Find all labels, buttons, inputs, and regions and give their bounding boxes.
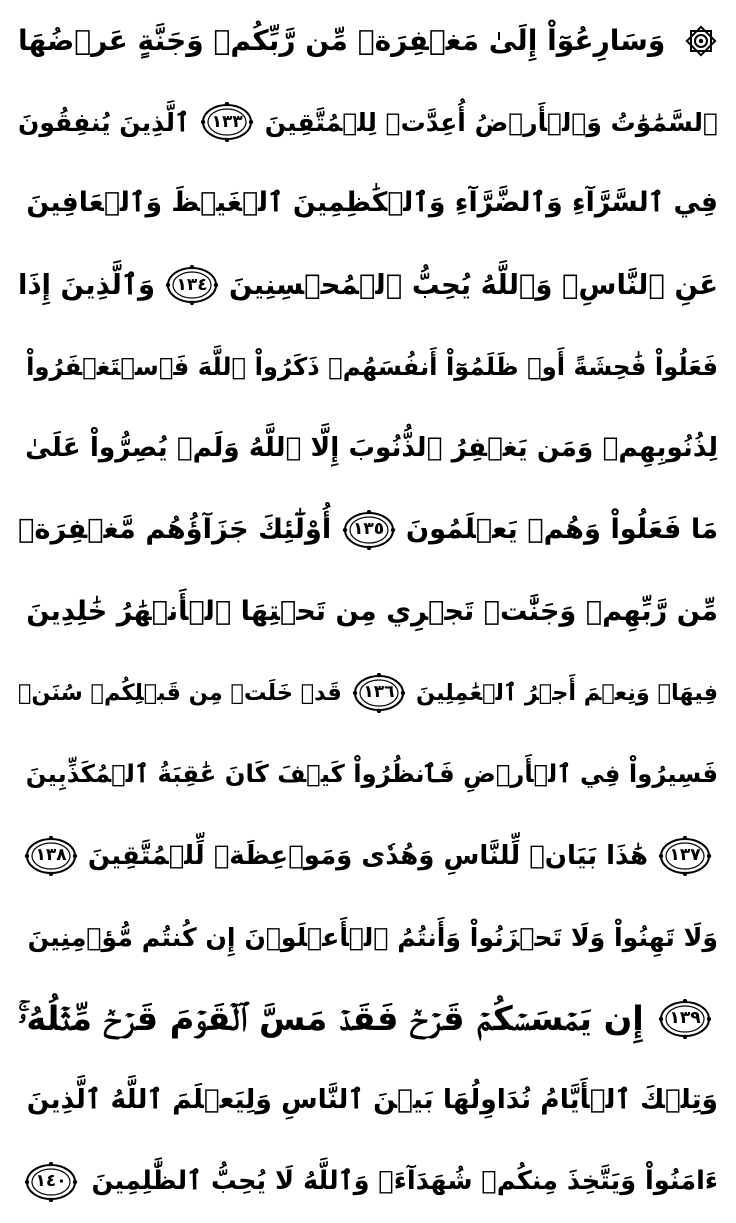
verse-text: ٱلسَّمَٰوَٰتُ وَٱلۡأَرۡضُ أُعِدَّتۡ لِلۡمُتَّقِينَ [264,107,718,137]
verse-line [18,245,718,327]
ayah-number: ١٣٤ [176,274,208,295]
ayah-number-marker [200,102,254,142]
verse-text: لِذُنُوبِهِمۡ وَمَن يَغۡفِرُ ٱلذُّنُوبَ إِلَّا ٱللَّهُ وَلَمۡ يُصِرُّواْ عَلَىٰ [25,432,718,464]
verse-text: فِيهَاۚ وَنِعۡمَ أَجۡرُ ٱلۡعَٰمِلِينَ [416,679,718,706]
verse-text: فَسِيرُواْ فِي ٱلۡأَرۡضِ فَٱنظُرُواْ كَيۡفَ كَانَ عَٰقِبَةُ ٱلۡمُكَذِّبِينَ [25,759,718,789]
verse-text: قَدۡ خَلَتۡ مِن قَبۡلِكُمۡ سُنَنٞ [18,679,342,706]
verse-line [18,978,718,1060]
ayah-number: ١٣٧ [669,845,701,866]
ayah-number-marker [24,836,78,876]
verse-text: هَٰذَا بَيَانٞ لِّلنَّاسِ وَهُدٗى وَمَوۡعِظَةٞ لِّلۡمُتَّقِينَ [87,840,649,871]
verse-text: مَا فَعَلُواْ وَهُمۡ يَعۡلَمُونَ [405,514,718,546]
verse-text: وَتِلۡكَ ٱلۡأَيَّامُ نُدَاوِلُهَا بَيۡنَ ٱلنَّاسِ وَلِيَعۡلَمَ ٱللَّهُ ٱلَّذِينَ [26,1084,718,1115]
verse-line [18,163,718,245]
verse-line [18,652,718,734]
verse-text: عَنِ ٱلنَّاسِۗ وَٱللَّهُ يُحِبُّ ٱلۡمُحۡسِنِينَ [228,268,718,301]
ayah-number-marker [342,510,396,550]
verse-text: ٱلَّذِينَ يُنفِقُونَ [18,107,190,137]
rub-el-hizb-icon [684,24,718,58]
verse-line [18,489,718,571]
verse-text: أُوْلَٰٓئِكَ جَزَآؤُهُم مَّغۡفِرَةٞ [18,514,332,546]
verse-line [18,326,718,408]
verse-line [18,897,718,979]
ayah-number-marker [24,1162,78,1202]
ayah-number: ١٣٩ [669,1008,701,1029]
verse-line [18,1060,718,1142]
ayah-number: ١٣٦ [363,682,395,703]
ayah-number-marker [658,999,712,1039]
ayah-number: ١٣٨ [35,845,67,866]
verse-text: ءَامَنُواْ وَيَتَّخِذَ مِنكُمۡ شُهَدَآءَۗ وَٱللَّهُ لَا يُحِبُّ ٱلظَّٰلِمِينَ [91,1165,718,1196]
ayah-number: ١٣٣ [211,111,243,132]
verse-line [18,571,718,653]
verse-line [18,734,718,816]
verse-text: إِن يَمۡسَسۡكُمۡ قَرۡحٞ فَقَدۡ مَسَّ ٱلۡقَوۡمَ قَرۡحٞ مِّثۡلُهُۥۚ [18,998,644,1038]
verse-text: وَسَارِعُوٓاْ إِلَىٰ مَغۡفِرَةٖ مِّن رَّبِّكُمۡ وَجَنَّةٍ عَرۡضُهَا [18,23,666,57]
ayah-number-marker [352,673,406,713]
verse-lines [18,0,718,1223]
ayah-number: ١٣٥ [353,519,385,540]
verse-text: وَلَا تَهِنُواْ وَلَا تَحۡزَنُواْ وَأَنتُمُ ٱلۡأَعۡلَوۡنَ إِن كُنتُم مُّؤۡمِنِينَ [27,922,718,952]
ayah-number-marker [658,836,712,876]
verse-text: فَعَلُواْ فَٰحِشَةً أَوۡ ظَلَمُوٓاْ أَنفُسَهُمۡ ذَكَرُواْ ٱللَّهَ فَٱسۡتَغۡفَرُواْ [26,351,718,381]
verse-text: مِّن رَّبِّهِمۡ وَجَنَّٰتٞ تَجۡرِي مِن تَحۡتِهَا ٱلۡأَنۡهَٰرُ خَٰلِدِينَ [26,595,718,627]
verse-line [18,1141,718,1223]
verse-line [18,408,718,490]
verse-line [18,0,718,82]
verse-text: فِي ٱلسَّرَّآءِ وَٱلضَّرَّآءِ وَٱلۡكَٰظِمِينَ ٱلۡغَيۡظَ وَٱلۡعَافِينَ [26,187,718,219]
verse-text: وَٱلَّذِينَ إِذَا [18,268,156,301]
verse-line [18,815,718,897]
ayah-number: ١٤٠ [35,1171,67,1192]
ayah-number-marker [165,265,219,305]
verse-line [18,82,718,164]
